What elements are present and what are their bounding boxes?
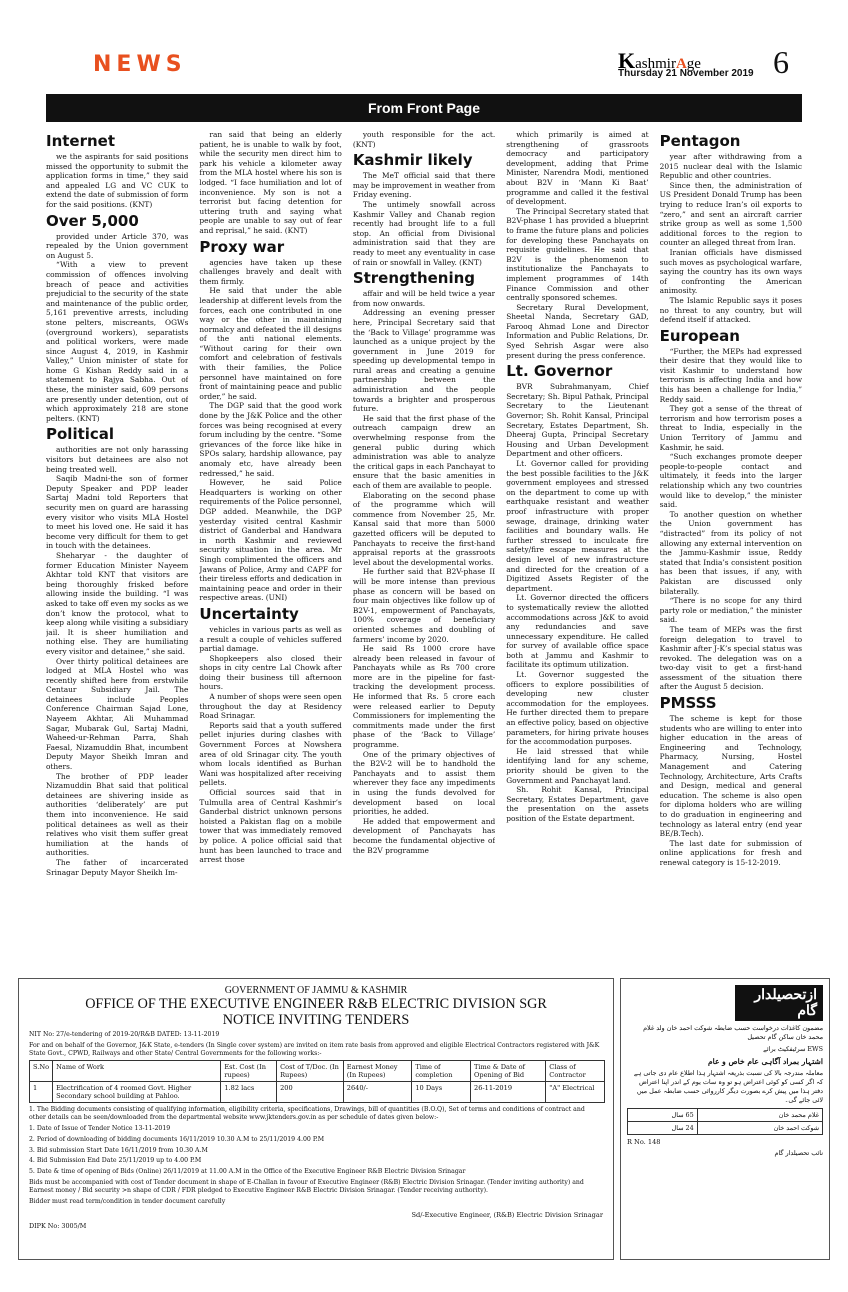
paragraph: The last date for submission of online applications for fresh and renewal category is 15-12-2019. [659,838,803,867]
paragraph: Secretary Rural Development, Sheetal Nanda, Secretary GAD, Farooq Ahmad Lone and Director Information and Public Relations, Dr. Syed Sehrish Asgar were also present during the press conference. [506,302,649,360]
headline-pmsss: PMSSS [659,694,717,713]
paragraph: youth responsible for the act. (KNT) [352,130,496,149]
table-cell: 1.82 lacs [221,1082,277,1103]
paragraph: Over thirty political detainees are lodged at MLA Hostel who was recently shifted here from erstwhile Centaur Subsidiary Jail. The detainees include Peoples Conference Chairman Sajad Lone, Nayeem Akhtar, Ali Muhammad Sagar, Mubarak Gul, Sartaj Madni, Waheed-ur-Rehman Parra, Shah Faesal, Nizamuddin Bhat, incumbent Deputy Mayor Sheikh Imran and others. [46,656,189,772]
paragraph: One of the primary objectives of the B2V-2 will be to handhold the Panchayats and to assist them wherever they face any impediments in using the funds devolved for development based on local priorities, he added. [352,749,496,817]
paragraph: Since then, the administration of US President Donald Trump has been trying to reduce Iran’s oil exports to “zero,” and sent an aircraft carrier strike group as well as some 1,500 additional forces to the region to counter an alleged threat from Iran. [659,180,803,248]
tender-table-header [30,1061,605,1082]
urdu-notice-title: ازتحصیلدار گام [735,985,823,1021]
paragraph: Reports said that a youth suffered pellet injuries during clashes with Government Forces at Nowshera area of old Srinagar city. The youth whom locals identified as Burhan Wani was hospitalized after receiving pellets. [199,720,342,788]
paragraph: Saqib Madni-the son of former Deputy Speaker and PDP leader Sartaj Madni told Reporters that security men on guard are harassing every visitor who visits MLA Hostel to meet his loved one. He said it has become very difficult for them to get in touch with the detainees. [46,474,189,551]
paragraph: year after withdrawing from a 2015 nuclear deal with the Islamic Republic and other countries. [659,152,803,181]
urdu-notice-table [627,1108,823,1135]
article-columns [46,130,802,960]
ad-date-item: 5. Date & time of opening of Bids (Online) 26/11/2019 at 11.00 A.M in the Office of the Executive Engineer R&B Electric Division Srinagar [29,1168,466,1176]
paragraph: “Such exchanges promote deeper people-to-people contact and ultimately, it feeds into the larger relationship which any two countries would like to develop,” the minister said. [659,452,803,510]
paragraph: The team of MEPs was the first foreign delegation to travel to Kashmir after J-K’s special status was revoked. The delegation was on a two-day visit to get a first-hand assessment of the situation there after the August 5 decision. [659,624,803,692]
paragraph: Addressing an evening presser here, Principal Secretary said that the ‘Back to Village’ programme was launched as a unique project by the government in June 2019 for speeding up developmental tempo in rural areas and creating a genuine partnership between the administration and the people towards a brighter and prosperous future. [352,308,496,414]
header-cell: Class of Contractor [546,1061,605,1082]
paragraph: To another question on whether the Union government has “distracted” from its policy of not allowing any external intervention on the Jammu-Kashmir issue, Reddy stated that India’s consistent position has been that issues, if any, with Pakistan are discussed only bilaterally. [659,509,803,596]
paragraph: provided under Article 370, was repealed by the Union government on August 5. [46,231,189,260]
paragraph: The scheme is kept for those students who are willing to enter into higher education in the areas of Engineering and Technology, Pharmacy, Nursing, Hostel Management and Catering Technology, Architecture, Arts Crafts and Design, medical and general education. The scheme is also open for diploma holders who are willing to do graduation in engineering and technology as lateral entry (end year BE/B.Tech). [659,714,803,839]
header-cell: Time & Date of Opening of Bid [471,1061,546,1082]
table-cell: 65 سال [628,1109,698,1122]
urdu-notice-line: EWS سرٹیفکیٹ برائے [763,1045,823,1053]
column-3 [353,130,495,960]
table-cell: 200 [277,1082,344,1103]
paragraph: He laid stressed that while identifying land for any scheme, priority should be given to the Government and Panchayat land. [506,746,649,785]
paragraph: “There is no scope for any third party role or mediation,” the minister said. [659,596,803,625]
paragraph: The brother of PDP leader Nizamuddin Bhat said that political detainees are shivering inside as authorities ‘deliberately’ are put them into inconvenience. He said political detainees as well as their relatives who visit them suffer great humiliation at the hands of authorities. [46,771,189,858]
ad-date-item: 2. Period of downloading of bidding documents 16/11/2019 10.30 A.M to 25/11/2019 4.00 P.M [29,1135,325,1143]
header-cell: Cost of T/Doc. (In Rupees) [277,1061,344,1082]
ad-office-title: OFFICE OF THE EXECUTIVE ENGINEER R&B ELECTRIC DIVISION SGR [85,996,547,1012]
table-cell: 26-11-2019 [471,1082,546,1103]
ad-intro: For and on behalf of the Governor, J&K State, e-tenders (In Single cover system) are invited on item rate basis from approved and eligible Electrical Contractors registered with J&K State Govt., CPWD, Railways and other State/ Central Governments for the following works:- [29,1041,600,1057]
paragraph: Shopkeepers also closed their shops in city centre Lal Chowk after doing their business till afternoon hours. [199,653,342,692]
ad-bids-note: Bids must be accompanied with cost of Tender document in shape of E-Challan in favour of Executive Engineer (R&B) Electric Division Srinagar. (Tender inviting authority) and Earnest money / Bid security >n shape of CDR / FDR pledged to Executive Engineer R&B Electric Division Srinagar. (Tender receiving authority). [29,1178,584,1194]
column-5 [660,130,802,960]
section-tag: NEWS [93,52,187,77]
paragraph: Iranian officials have dismissed such moves as psychological warfare, saying the country has its own ways of confronting the American animosity. [659,247,803,296]
ad-notice-title: NOTICE INVITING TENDERS [222,1012,410,1028]
urdu-notice-body: معاملہ مندرجہ بالا کی نسبت بذریعہ اشتہار ہذا اطلاع عام دی جاتی ہے کہ اگر کسی کو کوئی اعتراض ہو تو وہ سات یوم کے اندر اپنا اعتراض دفتر ہذا میں پیش کرے بصورت دیگر کارروائی حسب ضابطہ عمل میں لائی جائے گی۔ [633,1069,823,1104]
paragraph: A number of shops were seen open throughout the day at Residency Road Srinagar. [199,692,342,721]
column-1 [46,130,188,960]
headline-over-5000: Over 5,000 [46,211,139,230]
column-4 [506,130,648,960]
tender-table [29,1060,605,1103]
paragraph: He added that empowerment and development of Panchayats has become the fundamental objective of the B2V programme [352,816,496,855]
paragraph: However, he said Police Headquarters is working on other requirements of the Police personnel, DGP added. Meanwhile, the DGP yesterday visited central Kashmir district of Ganderbal and Handwara in north Kashmir and reviewed security situation in the area. Mr Singh complimented the officers and Jawans of Police, Army and CAPF for their tireless efforts and dedication in maintaining peace and order in their respective areas. (UNI) [199,478,342,603]
paragraph: agencies have taken up these challenges bravely and dealt with them firmly. [199,257,342,286]
headline-kashmir-likely: Kashmir likely [352,151,473,170]
ad-date-item: 4. Bid Submission End Date 25/11/2019 up to 4.00 P.M [29,1157,202,1165]
paper-name-initial: K [618,48,636,73]
section-banner: From Front Page [46,94,802,122]
paragraph: The father of incarcerated Srinagar Deputy Mayor Sheikh Im- [46,857,189,877]
table-cell: Electrification of 4 roomed Govt. Higher Secondary school building at Pahloo. [53,1082,221,1103]
paragraph: He said that under the able leadership at different levels from the forces, each one contributed in one way or the other in maintaining normalcy and defeated the ill designs of the anti national elements. “Without caring for their own comfort and celebration of festivals with their families, the Police personnel have maintained on fore front of maintaining peace and public order,” he said. [199,286,342,401]
paragraph: BVR Subrahmanyam, Chief Secretary; Sh. Bipul Pathak, Principal Secretary to the Lieutenant Governor; Sh. Rohit Kansal, Principal Secretary, Estates Department, Sh. Dheeraj Gupta, Principal Secretary Housing and Urban Development Department and other officers. [506,382,649,459]
header-cell: Earnest Money (In Rupees) [343,1061,412,1082]
paragraph: They got a sense of the threat of terrorism and how terrorism poses a threat to India, especially in the Union Territory of Jammu and Kashmir, he said. [659,404,803,452]
paragraph: The DGP said that the good work done by the J&K Police and the other forces was being recognised at every forum including by the centre. “Some grievances of the force like hike in SPOs salary, hardship allowance, pay anomaly etc, have already been redressed,” he said. [199,401,342,478]
ad-government-line: GOVERNMENT OF JAMMU & KASHMIR [224,985,408,996]
paragraph: Lt. Governor suggested the officers to explore possibilities of developing new cluster accommodation for the employees. He further directed them to prepare an effective policy, based on objective parameters, for hiring private houses for the accommodation purposes. [506,670,649,747]
urdu-notice-line: مضمون کاغذات درخواست حسب ضابطہ شوکت احمد خان ولد غلام محمد خان ساکن گام تحصیل [643,1024,823,1041]
masthead [0,0,848,92]
paragraph: Elaborating on the second phase of the programme which will commence from November 25, Mr. Kansal said that more than 5000 gazetted officers will be deputed to Panchayats to receive the first-hand appraisal reports at the grassroots level about the developmental works. [352,490,496,567]
table-cell: 10 Days [412,1082,471,1103]
header-cell: S.No [30,1061,53,1082]
paragraph: Sh. Rohit Kansal, Principal Secretary, Estates Department, gave the presentation on the assets position of the Estate department. [506,785,649,823]
header-cell: Time of completion [412,1061,471,1082]
paragraph: He said that the first phase of the outreach campaign drew an overwhelming response from the general public during which administration was able to analyze the critical gaps in each Panchayat to ensure that the basic amenities in each of them are available to people. [352,413,496,490]
urdu-notice [620,978,830,1260]
paragraph: affair and will be held twice a year from now onwards. [352,289,496,308]
paragraph: vehicles in various parts as well as a result a couple of vehicles suffered partial damage. [199,624,342,654]
headline-proxy-war: Proxy war [199,237,285,256]
table-row [628,1122,823,1135]
headline-uncertainty: Uncertainty [199,604,299,623]
paragraph: Sheharyar - the daughter of former Education Minister Nayeem Akhtar told KNT that visitors are being thoroughly frisked before allowing inside the building. “I was asked to take off even my socks as we don’t know the protocol, what to keep along while visiting a subsidiary jail. It is sheer humiliation and nothing else. They are humiliating every visitor and detainee,” she said. [46,550,189,656]
paragraph: The Principal Secretary stated that B2V-phase 1 has provided a blueprint to frame the future plans and policies for developing these Panchayats on requisite guidelines. He said that B2V is the phenomenon to institutionalize the Panchayats to implement programmes of 14th Finance Commission and other centrally sponsored schemes. [506,206,649,303]
table-cell: 24 سال [628,1122,698,1135]
paragraph: The MeT official said that there may be improvement in weather from Friday evening. [352,171,496,200]
ad-date-item: 3. Bid submission Start Date 16/11/2019 from 10.30 A.M [29,1146,208,1154]
urdu-notice-heading: اشتہار بمراد آگاہی عام خاص و عام [707,1057,823,1066]
paragraph: He further said that B2V-phase II will be more intense than previous phase as concern will be based on four main objectives like follow up of B2V-1, empowerment of Panchayats, 100% coverage of beneficiary oriented schemes and doubling of farmers’ income by 2020. [352,567,496,644]
ad-date-item: 1. Date of Issue of Tender Notice 13-11-2019 [29,1124,171,1132]
paragraph: we the aspirants for said positions missed the opportunity to submit the application forms in time,” they said and appealed LG and VC CUK to extend the date of submission of form for the said positions. (KNT) [46,152,189,209]
headline-strengthening: Strengthening [352,269,476,288]
paragraph: Official sources said that in Tulmulla area of Central Kashmir’s Ganderbal district unknown persons hoisted a Pakistan flag on a mobile tower that was immediately removed by police. A police official said that hunt has been launched to trace and arrest those [199,788,342,865]
header-cell: Name of Work [53,1061,221,1082]
issue-date: Thursday 21 November 2019 [618,68,754,79]
table-cell: شوکت احمد خان [697,1122,822,1135]
table-cell: 2640/- [343,1082,412,1103]
ad-nit-number: NIT No: 27/e-tendering of 2019-20/R&B DATED: 13-11-2019 [29,1031,220,1038]
page-number: 6 [773,44,789,80]
table-row [30,1082,605,1103]
ad-note: 1. The Bidding documents consisting of qualifying information, eligibility criteria, specifications, Drawings, bill of quantities (B.O.Q), Set of terms and conditions of contract and other details can be seen/downloaded from the departmental website www.jktenders.gov.in as per schedule of dates given below:- [29,1106,585,1122]
tender-advertisement [18,978,614,1260]
headline-political: Political [46,425,115,444]
header-cell: Est. Cost (In rupees) [221,1061,277,1082]
urdu-notice-reference: R No. 148 [627,1138,661,1146]
ad-signature: Sd/-Executive Engineer, (R&B) Electric Division Srinagar [411,1211,603,1220]
headline-pentagon: Pentagon [659,132,741,150]
paper-name-middle: ashmir [635,56,676,72]
paper-name-end: ge [686,56,701,72]
headline-european: European [659,326,740,345]
column-2 [199,130,341,960]
headline-lt-governor: Lt. Governor [506,362,613,381]
ad-bidder-note: Bidder must read term/condition in tender document carefully [29,1197,226,1205]
paragraph: He said Rs 1000 crore have already been released in favour of Panchayats while as Rs 700 crore more are in the pipeline for fast-tracking the development process. He informed that Rs. 5 crore each were released earlier to Deputy Commissioners for implementing the commitments made under the first phase of the ‘Back to Village’ programme. [352,644,496,750]
paragraph: The Islamic Republic says it poses no threat to any country, but will defend itself if attacked. [659,295,803,325]
headline-internet: Internet [46,132,116,150]
paper-name-accent: A [675,56,687,72]
table-cell: غلام محمد خان [697,1109,822,1122]
ad-reference: DIPK No: 3005/M [29,1222,87,1231]
table-cell: 1 [30,1082,53,1103]
urdu-notice-signature: نائب تحصیلدار گام [774,1149,823,1157]
paragraph: ran said that being an elderly patient, he is unable to walk by foot, while the security men direct him to park his vehicle a kilometer away from the MLA hostel where his son is lodged. “I face humiliation and lot of inconvenience. My son is not a terrorist but facing detention for uttering truth and saying what people are unable to say out of fear and reprisal,” he said. (KNT) [199,130,342,235]
paragraph: authorities are not only harassing visitors but detainees are also not being treated well. [46,445,189,474]
paragraph: which primarily is aimed at strengthening of grassroots democracy and participatory development, adding that Prime Minister, Narendra Modi, mentioned about B2V in ‘Mann Ki Baat’ programme and called it the festival of development. [506,130,649,207]
paragraph: “With a view to prevent commission of offences involving breach of peace and activities prejudicial to the security of the state and maintenance of the public order, 5,161 preventive arrests, including stone pelters, miscreants, OGWs (overground workers), separatists and political workers, were made since August 4, 2019, in Kashmir Valley,” Union minister of state for home G Kishan Reddy said in a statement to Rajya Sabha. Out of these, the minister said, 609 persons are presently under detention, out of which approximately 218 are stone pelters. (KNT) [46,260,189,423]
paragraph: “Further, the MEPs had expressed their desire that they would like to visit Kashmir to understand how terrorism is affecting India and how this has been a challenge for India,” Reddy said. [659,346,803,404]
paragraph: Lt. Governor called for providing the best possible facilities to the J&K government employees and stressed on the department to come up with earthquake resistant and weather proof infrastructure with proper sewage, drainage, drinking water facilities and boundary walls. He further stressed to inculcate fire safety/fire escape measures at the design level of new infrastructure and directed for the creation of a Digitized Assets Register of the department. [506,459,649,593]
table-row [628,1109,823,1122]
table-cell: "A" Electrical [546,1082,605,1103]
paragraph: Lt. Governor directed the officers to systematically review the allotted accommodations across J&K to avoid any redundancies and save unnecessary expenditure. He called for survey of available office space both at Jammu and Kashmir to facilitate its optimum utilization. [506,593,649,670]
paragraph: The untimely snowfall across Kashmir Valley and Chanab region recently had brought life to a full stop. An official from Divisional administration said that they are ready to meet any eventuality in case of rain or snowfall in Valley. (KNT) [352,199,496,267]
